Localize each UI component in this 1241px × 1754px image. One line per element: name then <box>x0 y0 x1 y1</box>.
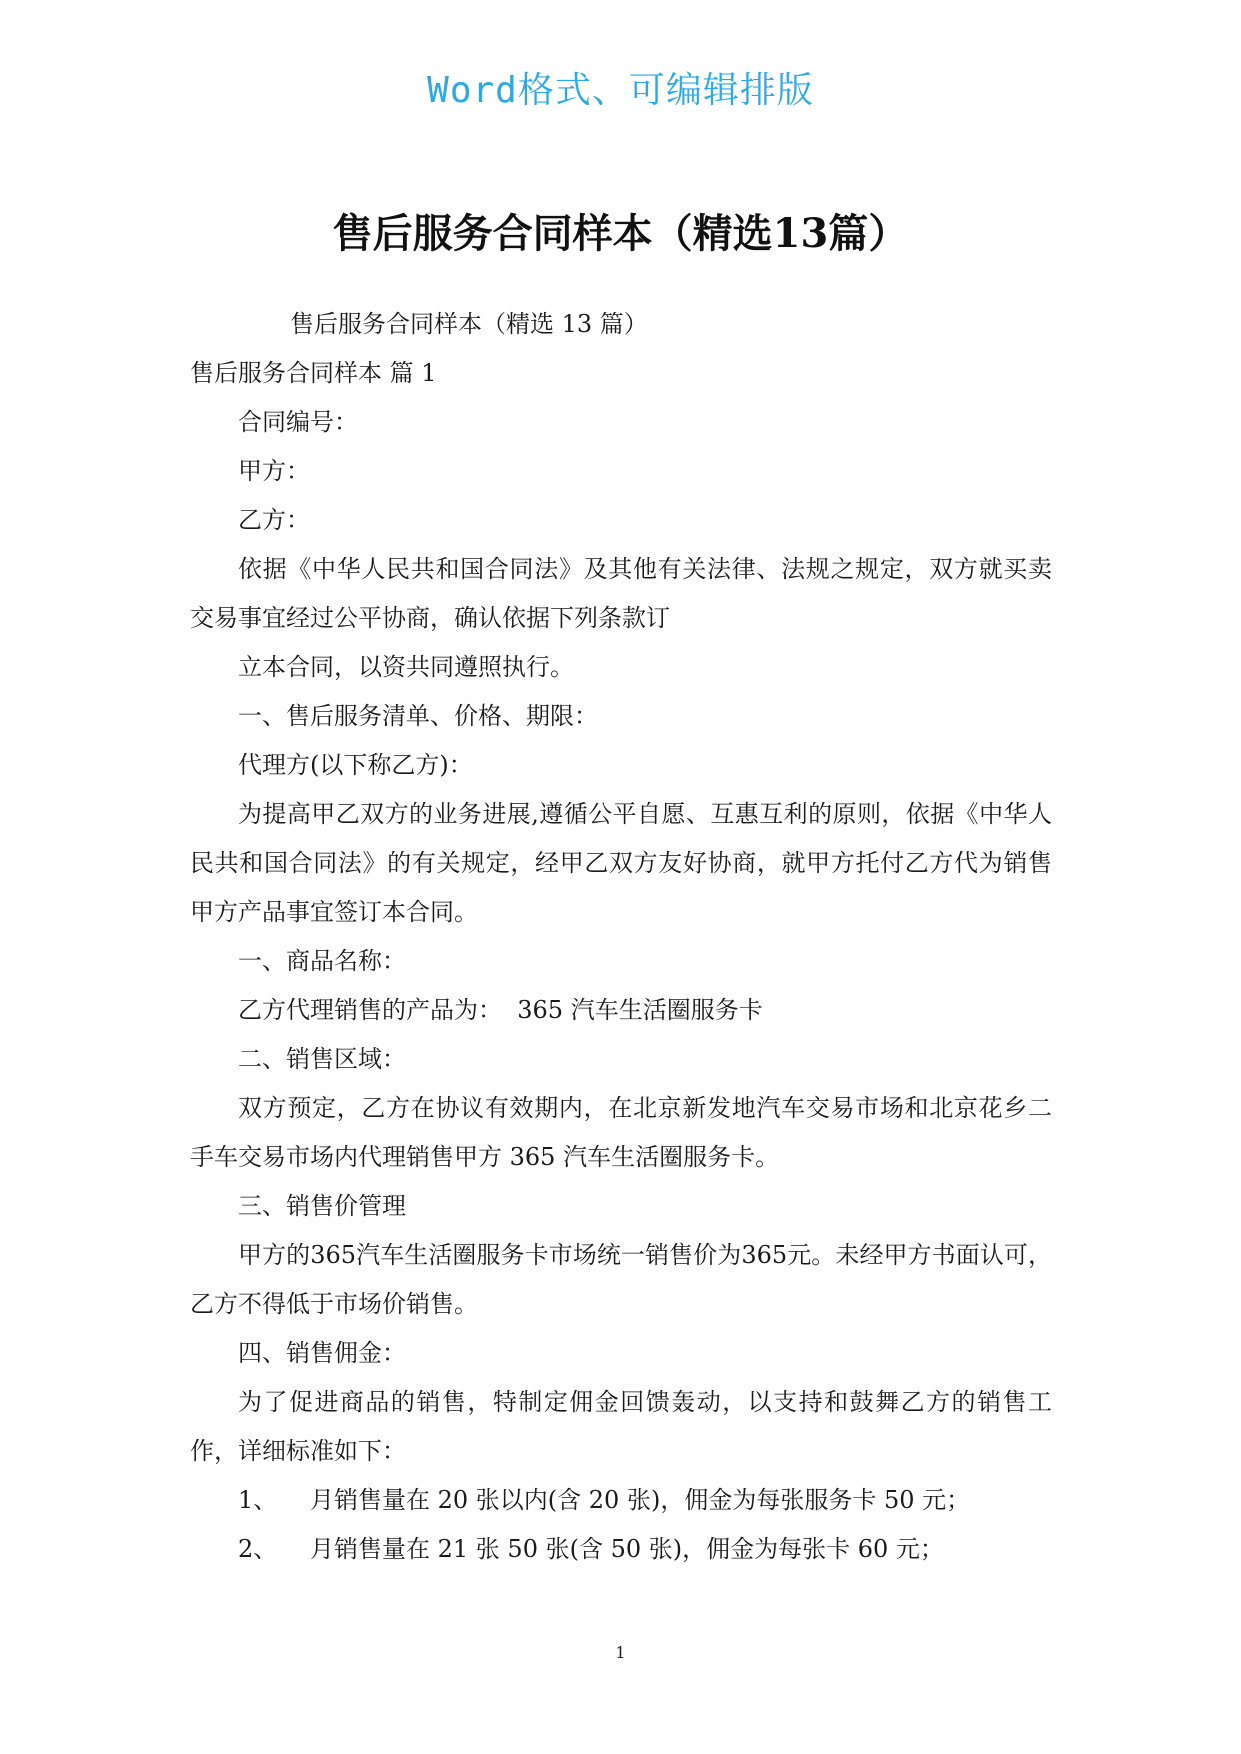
list-item-number: 2、 <box>238 1535 278 1563</box>
contract-number-label: 合同编号： <box>238 408 358 436</box>
paragraph-basis-continued: 立本合同，以资共同遵照执行。 <box>238 653 574 681</box>
document-title: 售后服务合同样本（精选13篇） <box>332 210 909 257</box>
price-heading: 三、销售价管理 <box>238 1192 406 1220</box>
section-heading: 售后服务合同样本 篇 1 <box>190 359 437 387</box>
list-item-text: 月销售量在 21 张 50 张(含 50 张)，佣金为每张卡 60 元； <box>310 1535 944 1563</box>
price-text: 甲方的365汽车生活圈服务卡市场统一销售价为365元。未经甲方书面认可，乙方不得低于市场价销售。 <box>190 1241 1052 1318</box>
list-item <box>190 1476 1052 1525</box>
commission-heading: 四、销售佣金： <box>238 1339 406 1367</box>
agent-label: 代理方(以下称乙方)： <box>238 751 473 779</box>
product-heading: 一、商品名称： <box>238 947 406 975</box>
paragraph-basis: 依据《中华人民共和国合同法》及其他有关法律、法规之规定，双方就买卖交易事宜经过公平协商，确认依据下列条款订 <box>190 555 1052 632</box>
commission-text: 为了促进商品的销售，特制定佣金回馈轰动，以支持和鼓舞乙方的销售工作，详细标准如下： <box>190 1388 1052 1465</box>
party-b-label: 乙方： <box>238 506 310 534</box>
page-number: 1 <box>615 1643 626 1662</box>
product-text: 乙方代理销售的产品为： 365 汽车生活圈服务卡 <box>238 996 763 1024</box>
region-heading: 二、销售区域： <box>238 1045 406 1073</box>
clause-1-heading: 一、售后服务清单、价格、期限： <box>238 702 598 730</box>
document-body <box>190 300 1052 1574</box>
document-subtitle: 售后服务合同样本（精选 13 篇） <box>290 310 648 338</box>
paragraph-purpose: 为提高甲乙双方的业务进展,遵循公平自愿、互惠互利的原则，依据《中华人民共和国合同法》的有关规定，经甲乙双方友好协商，就甲方托付乙方代为销售甲方产品事宜签订本合同。 <box>190 800 1052 926</box>
list-item <box>190 1525 1052 1574</box>
list-item-text: 月销售量在 20 张以内(含 20 张)，佣金为每张服务卡 50 元； <box>310 1486 971 1514</box>
party-a-label: 甲方： <box>238 457 310 485</box>
list-item-number: 1、 <box>238 1486 278 1514</box>
region-text: 双方预定，乙方在协议有效期内，在北京新发地汽车交易市场和北京花乡二手车交易市场内代理销售甲方 365 汽车生活圈服务卡。 <box>190 1094 1052 1171</box>
header-banner: Word格式、可编辑排版 <box>427 70 814 111</box>
